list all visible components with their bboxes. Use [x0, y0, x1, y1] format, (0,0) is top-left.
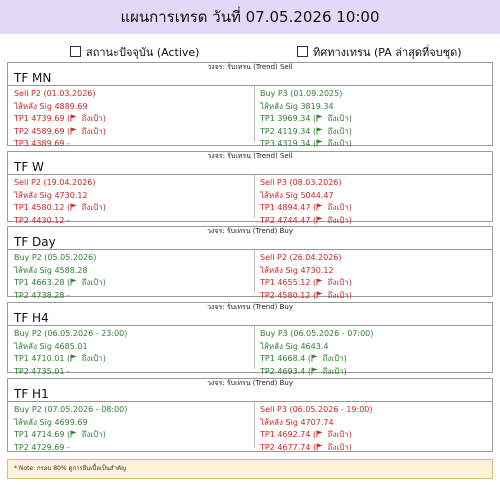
- signal-text: Buy P2 (07.05.2026 - 08:00): [14, 405, 128, 414]
- signal-line: [260, 366, 373, 379]
- card-body: [8, 86, 492, 148]
- signal-text: ไส้หลัง Sig 4699.69: [14, 417, 88, 427]
- flag-icon: [316, 139, 323, 147]
- target-reached-text: ถึงเป้า): [79, 203, 106, 212]
- signal-text: TP1 4692.74 (: [260, 430, 317, 439]
- flag-icon: [316, 114, 323, 122]
- card-trend-label: วงจร: รับเทรน (Trend) Buy: [207, 227, 293, 235]
- target-reached-text: ถึงเป้า): [325, 278, 352, 287]
- card-left-column: [14, 328, 127, 378]
- signal-line: [14, 252, 106, 265]
- target-reached-text: ถึงเป้า): [79, 278, 106, 287]
- signal-text: TP3 4389.69 -: [14, 139, 70, 148]
- flag-icon: [316, 127, 323, 135]
- card-divider: [254, 402, 255, 448]
- signal-line: [260, 277, 352, 290]
- page-title: แผนการเทรด วันที่ 07.05.2026 10:00: [120, 8, 380, 26]
- signal-text: TP2 4580.12 (: [260, 290, 317, 300]
- card-right-column: [260, 252, 352, 302]
- flag-icon: [70, 430, 77, 438]
- signal-line: [260, 265, 352, 278]
- card-tf-w: [7, 151, 493, 225]
- flag-icon: [316, 216, 323, 224]
- signal-line: [14, 290, 106, 303]
- signal-text: TP2 4589.69 (: [14, 126, 71, 136]
- signal-line: [260, 442, 373, 455]
- card-trend-label: วงจร: รับเทรน (Trend) Buy: [207, 379, 293, 387]
- signal-line: [14, 126, 106, 139]
- card-trend-label: วงจร: รับเทรน (Trend) Sell: [207, 152, 293, 160]
- card-body: [8, 326, 492, 376]
- flag-icon: [316, 430, 323, 438]
- signal-line: [14, 341, 127, 354]
- signal-line: [14, 202, 106, 215]
- signal-text: TP2 4430.12 -: [14, 215, 70, 225]
- signal-text: Sell P3 (08.03.2026): [260, 178, 342, 187]
- signal-line: [260, 190, 352, 203]
- signal-line: [260, 126, 352, 139]
- signal-text: ไส้หลัง Sig 4643.4: [260, 341, 329, 351]
- signal-line: [260, 113, 352, 126]
- signal-text: ไส้หลัง Sig 4889.69: [14, 101, 88, 111]
- signal-line: [260, 353, 373, 366]
- signal-line: [260, 429, 373, 442]
- card-tf-row: [8, 234, 492, 250]
- card-body: [8, 175, 492, 225]
- target-reached-text: ถึงเป้า): [325, 139, 352, 148]
- card-tf-day: [7, 226, 493, 300]
- signal-line: [14, 177, 106, 190]
- card-trend-label: วงจร: รับเทรน (Trend) Sell: [207, 63, 293, 71]
- signal-text: TP1 4663.28 (: [14, 278, 71, 287]
- target-reached-text: ถึงเป้า): [79, 126, 106, 136]
- signal-text: TP1 4668.4 (: [260, 354, 311, 363]
- signal-text: TP2 4729.69 -: [14, 442, 70, 452]
- card-divider: [254, 175, 255, 218]
- card-left-column: [14, 88, 106, 151]
- checkbox-icon[interactable]: [70, 46, 81, 57]
- signal-text: TP1 4655.12 (: [260, 278, 317, 287]
- target-reached-text: ถึงเป้า): [320, 366, 347, 376]
- signal-text: Sell P2 (01.03.2026): [14, 89, 96, 98]
- signal-text: TP1 4710.01 (: [14, 354, 71, 363]
- flag-icon: [70, 203, 77, 211]
- target-reached-text: ถึงเป้า): [79, 114, 106, 123]
- target-reached-text: ถึงเป้า): [325, 430, 352, 439]
- column-headers: [0, 40, 500, 60]
- card-left-column: [14, 404, 127, 454]
- card-tf-row: [8, 310, 492, 326]
- card-tf-row: [8, 386, 492, 402]
- card-right-column: [260, 177, 352, 227]
- checkbox-icon[interactable]: [297, 46, 308, 57]
- signal-text: TP1 4580.12 (: [14, 203, 71, 212]
- flag-icon: [316, 291, 323, 299]
- signal-text: Sell P2 (26.04.2026): [260, 253, 342, 262]
- signal-line: [260, 404, 373, 417]
- signal-text: TP2 4119.34 (: [260, 126, 317, 136]
- signal-line: [14, 366, 127, 379]
- card-tf-label: TF W: [14, 160, 44, 174]
- signal-line: [14, 101, 106, 114]
- flag-icon: [316, 203, 323, 211]
- target-reached-text: ถึงเป้า): [325, 215, 352, 225]
- direction-column-header: [297, 43, 462, 61]
- target-reached-text: ถึงเป้า): [325, 114, 352, 123]
- card-tf-mn: [7, 62, 493, 146]
- flag-icon: [70, 114, 77, 122]
- signal-text: ไส้หลัง Sig 3819.34: [260, 101, 334, 111]
- signal-text: ไส้หลัง Sig 4707.74: [260, 417, 334, 427]
- signal-text: ไส้หลัง Sig 4588.28: [14, 265, 88, 275]
- signal-line: [260, 417, 373, 430]
- signal-line: [14, 429, 127, 442]
- signal-line: [260, 177, 352, 190]
- card-tf-label: TF Day: [14, 235, 56, 249]
- card-divider: [254, 250, 255, 293]
- signal-text: TP2 4677.74 (: [260, 442, 317, 452]
- card-tf-h4: [7, 302, 493, 376]
- signal-line: [260, 252, 352, 265]
- signal-line: [260, 290, 352, 303]
- signal-line: [260, 341, 373, 354]
- flag-icon: [316, 443, 323, 451]
- signal-text: Sell P3 (06.05.2026 - 19:00): [260, 405, 373, 414]
- target-reached-text: ถึงเป้า): [79, 354, 106, 363]
- note-box: [7, 459, 493, 479]
- signal-line: [14, 138, 106, 151]
- signal-text: TP1 4894.47 (: [260, 203, 317, 212]
- target-reached-text: ถึงเป้า): [325, 290, 352, 300]
- signal-text: ไส้หลัง Sig 4730.12: [260, 265, 334, 275]
- card-tf-row: [8, 70, 492, 86]
- card-tf-label: TF H4: [14, 311, 49, 325]
- flag-icon: [311, 354, 318, 362]
- signal-line: [260, 328, 373, 341]
- signal-text: Buy P3 (01.09.2025): [260, 89, 343, 98]
- flag-icon: [316, 278, 323, 286]
- signal-text: TP1 3969.34 (: [260, 114, 317, 123]
- card-right-column: [260, 88, 352, 151]
- card-tf-h1: [7, 378, 493, 452]
- card-trend-label: วงจร: รับเทรน (Trend) Buy: [207, 303, 293, 311]
- flag-icon: [70, 278, 77, 286]
- signal-line: [14, 88, 106, 101]
- target-reached-text: ถึงเป้า): [320, 354, 347, 363]
- signal-line: [14, 277, 106, 290]
- card-tf-label: TF MN: [14, 71, 52, 85]
- signal-line: [260, 138, 352, 151]
- signal-text: ไส้หลัง Sig 4685.01: [14, 341, 88, 351]
- target-reached-text: ถึงเป้า): [325, 442, 352, 452]
- signal-line: [14, 417, 127, 430]
- signal-text: Buy P2 (05.05.2026): [14, 253, 97, 262]
- signal-text: TP2 4735.01 -: [14, 366, 70, 376]
- card-divider: [254, 326, 255, 369]
- signal-line: [14, 404, 127, 417]
- card-tf-row: [8, 159, 492, 175]
- signal-text: Buy P3 (06.05.2026 - 07:00): [260, 329, 374, 338]
- signal-line: [14, 113, 106, 126]
- signal-line: [14, 328, 127, 341]
- signal-line: [260, 101, 352, 114]
- page-header: [0, 0, 500, 34]
- signal-text: ไส้หลัง Sig 4730.12: [14, 190, 88, 200]
- signal-line: [260, 88, 352, 101]
- card-right-column: [260, 328, 373, 378]
- signal-text: TP2 4744.47 (: [260, 215, 317, 225]
- direction-column-label: ทิศทางเทรน (PA ล่าสุดที่จบชุด): [313, 46, 462, 59]
- card-body: [8, 250, 492, 300]
- flag-icon: [311, 367, 318, 375]
- signal-line: [14, 353, 127, 366]
- card-body: [8, 402, 492, 451]
- signal-text: TP1 4714.69 (: [14, 430, 71, 439]
- note-text: * Note: กรอบ 80% ดูการยืนเนื้อเป็นสำคัญ: [14, 465, 127, 472]
- signal-text: TP2 4693.4 (: [260, 366, 311, 376]
- card-left-column: [14, 177, 106, 227]
- target-reached-text: ถึงเป้า): [325, 126, 352, 136]
- signal-line: [14, 442, 127, 455]
- signal-line: [14, 265, 106, 278]
- signal-text: Sell P2 (19.04.2026): [14, 178, 96, 187]
- signal-text: TP1 4739.69 (: [14, 114, 71, 123]
- active-column-label: สถานะปัจจุบัน (Active): [86, 46, 200, 59]
- signal-line: [14, 190, 106, 203]
- flag-icon: [70, 354, 77, 362]
- card-right-column: [260, 404, 373, 454]
- target-reached-text: ถึงเป้า): [79, 430, 106, 439]
- flag-icon: [70, 127, 77, 135]
- card-divider: [254, 86, 255, 142]
- signal-text: ไส้หลัง Sig 5044.47: [260, 190, 334, 200]
- signal-line: [260, 202, 352, 215]
- signal-text: TP3 4319.34 (: [260, 139, 317, 148]
- target-reached-text: ถึงเป้า): [325, 203, 352, 212]
- active-column-header: [70, 43, 199, 61]
- card-tf-label: TF H1: [14, 387, 49, 401]
- signal-text: Buy P2 (06.05.2026 - 23:00): [14, 329, 128, 338]
- signal-text: TP2 4738.28 -: [14, 290, 70, 300]
- card-left-column: [14, 252, 106, 302]
